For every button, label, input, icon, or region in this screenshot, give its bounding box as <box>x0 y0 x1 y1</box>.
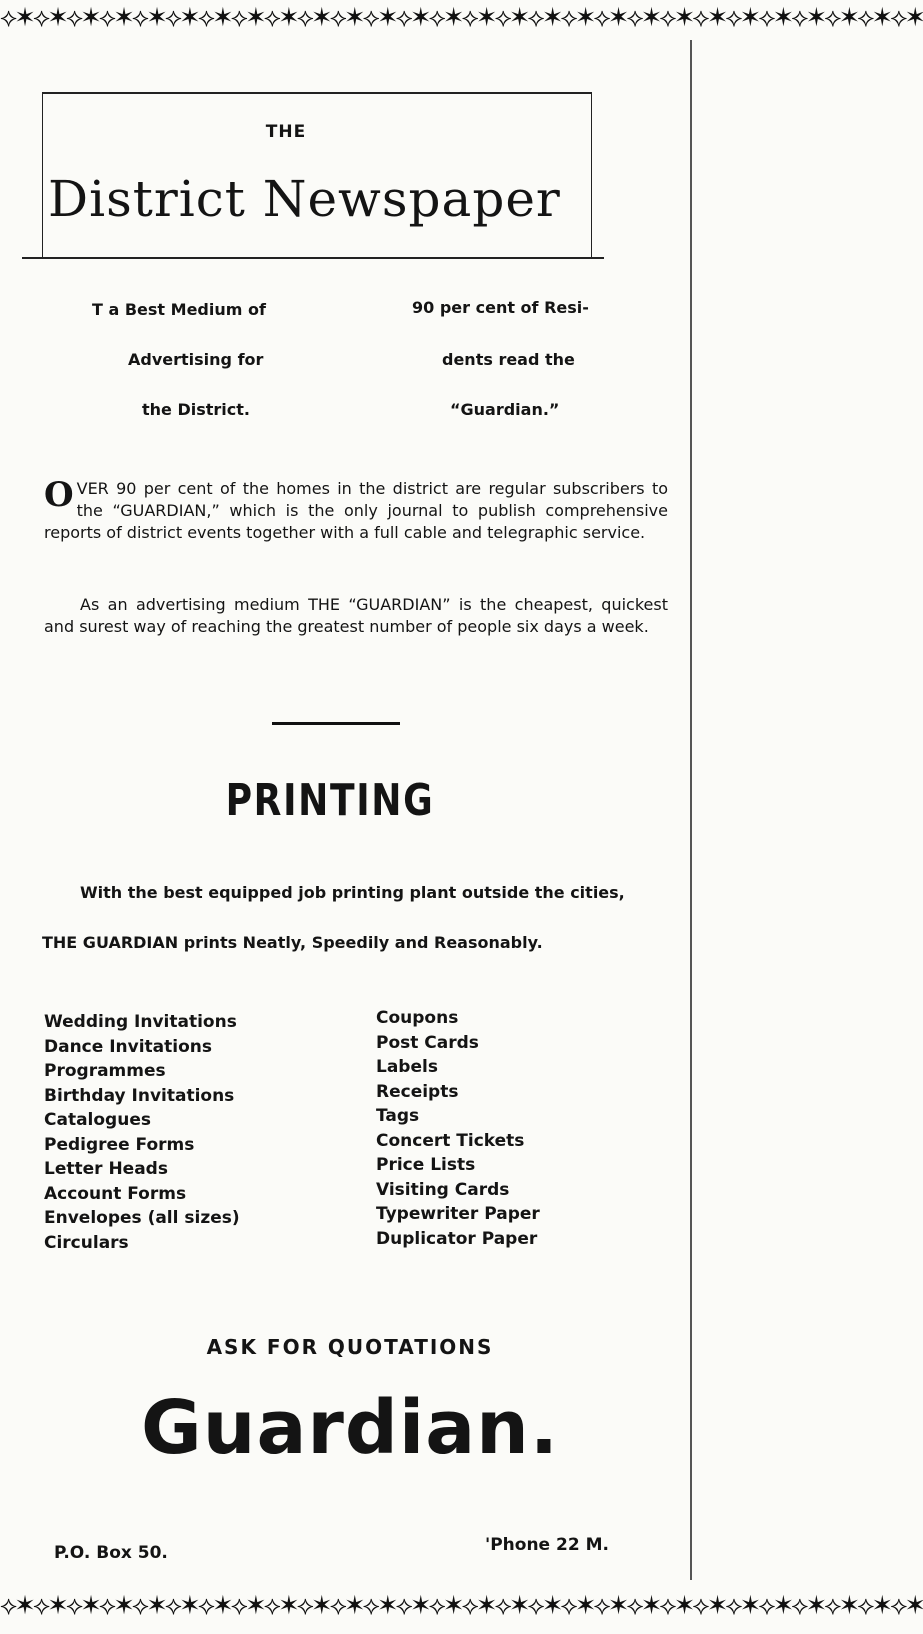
list-item: Visiting Cards <box>376 1179 510 1200</box>
services-list-right <box>376 1006 540 1251</box>
list-item: Concert Tickets <box>376 1130 525 1151</box>
subhead-left-1: T a Best Medium of <box>92 300 266 319</box>
subhead-right-2: dents read the <box>442 350 575 369</box>
printing-line-2: THE GUARDIAN prints Neatly, Speedily and Reasonably. <box>42 933 543 952</box>
list-item: Catalogues <box>44 1110 151 1130</box>
subhead-right-3: “Guardian.” <box>450 400 560 419</box>
list-item: Tags <box>376 1106 420 1126</box>
ask-for-quotations: ASK FOR QUOTATIONS <box>206 1335 494 1359</box>
list-item: Labels <box>376 1057 438 1077</box>
section-divider <box>272 722 400 725</box>
list-item: Envelopes (all sizes) <box>44 1208 240 1228</box>
services-list-left <box>44 1010 240 1255</box>
list-item: Pedigree Forms <box>44 1134 195 1155</box>
po-box: P.O. Box 50. <box>54 1543 168 1563</box>
list-item: Post Cards <box>376 1032 479 1053</box>
paragraph-coverage <box>44 475 668 544</box>
paragraph-coverage-text: VER 90 per cent of the homes in the district are regular subscribers to the “GUARDIAN,” which is the only journal to publish comprehensive reports of district events together with a full cable and telegraphic service. <box>44 479 668 542</box>
drop-cap: O <box>44 475 74 515</box>
list-item: Account Forms <box>44 1183 187 1204</box>
printing-line-1: With the best equipped job printing plant outside the cities, <box>80 883 625 902</box>
top-ornamental-border: ⟡✶⟡✶⟡✶⟡✶⟡✶⟡✶⟡✶⟡✶⟡✶⟡✶⟡✶⟡✶⟡✶⟡✶⟡✶⟡✶⟡✶⟡✶⟡✶⟡✶⟡✶⟡✶⟡✶⟡✶⟡✶⟡✶⟡✶⟡✶ <box>0 3 923 33</box>
masthead-bottom-rule <box>22 257 604 259</box>
list-item: Duplicator Paper <box>376 1228 538 1249</box>
list-item: Wedding Invitations <box>44 1012 237 1032</box>
list-item: Letter Heads <box>44 1159 168 1179</box>
list-item: Typewriter Paper <box>376 1204 540 1224</box>
brand-name: Guardian. <box>141 1385 559 1471</box>
list-item: Coupons <box>376 1008 459 1028</box>
subhead-left-2: Advertising for <box>128 350 264 369</box>
subhead-right-1: 90 per cent of Resi- <box>412 298 589 317</box>
printing-heading: PRINTING <box>225 775 435 826</box>
paragraph-advertising: As an advertising medium THE “GUARDIAN” is the cheapest, quickest and surest way of reaching the greatest number of people six days a week. <box>44 595 668 636</box>
list-item: Birthday Invitations <box>44 1085 235 1106</box>
list-item: Circulars <box>44 1232 129 1253</box>
list-item: Receipts <box>376 1081 459 1102</box>
list-item: Programmes <box>44 1061 166 1081</box>
masthead-the: THE <box>265 122 307 142</box>
bottom-ornamental-border: ⟡✶⟡✶⟡✶⟡✶⟡✶⟡✶⟡✶⟡✶⟡✶⟡✶⟡✶⟡✶⟡✶⟡✶⟡✶⟡✶⟡✶⟡✶⟡✶⟡✶⟡✶⟡✶⟡✶⟡✶⟡✶⟡✶⟡✶⟡✶ <box>0 1591 923 1621</box>
masthead-title: District Newspaper <box>48 170 561 228</box>
list-item: Price Lists <box>376 1155 476 1175</box>
subhead-left-3: the District. <box>142 400 250 419</box>
phone-number: 'Phone 22 M. <box>485 1535 609 1555</box>
list-item: Dance Invitations <box>44 1036 212 1057</box>
